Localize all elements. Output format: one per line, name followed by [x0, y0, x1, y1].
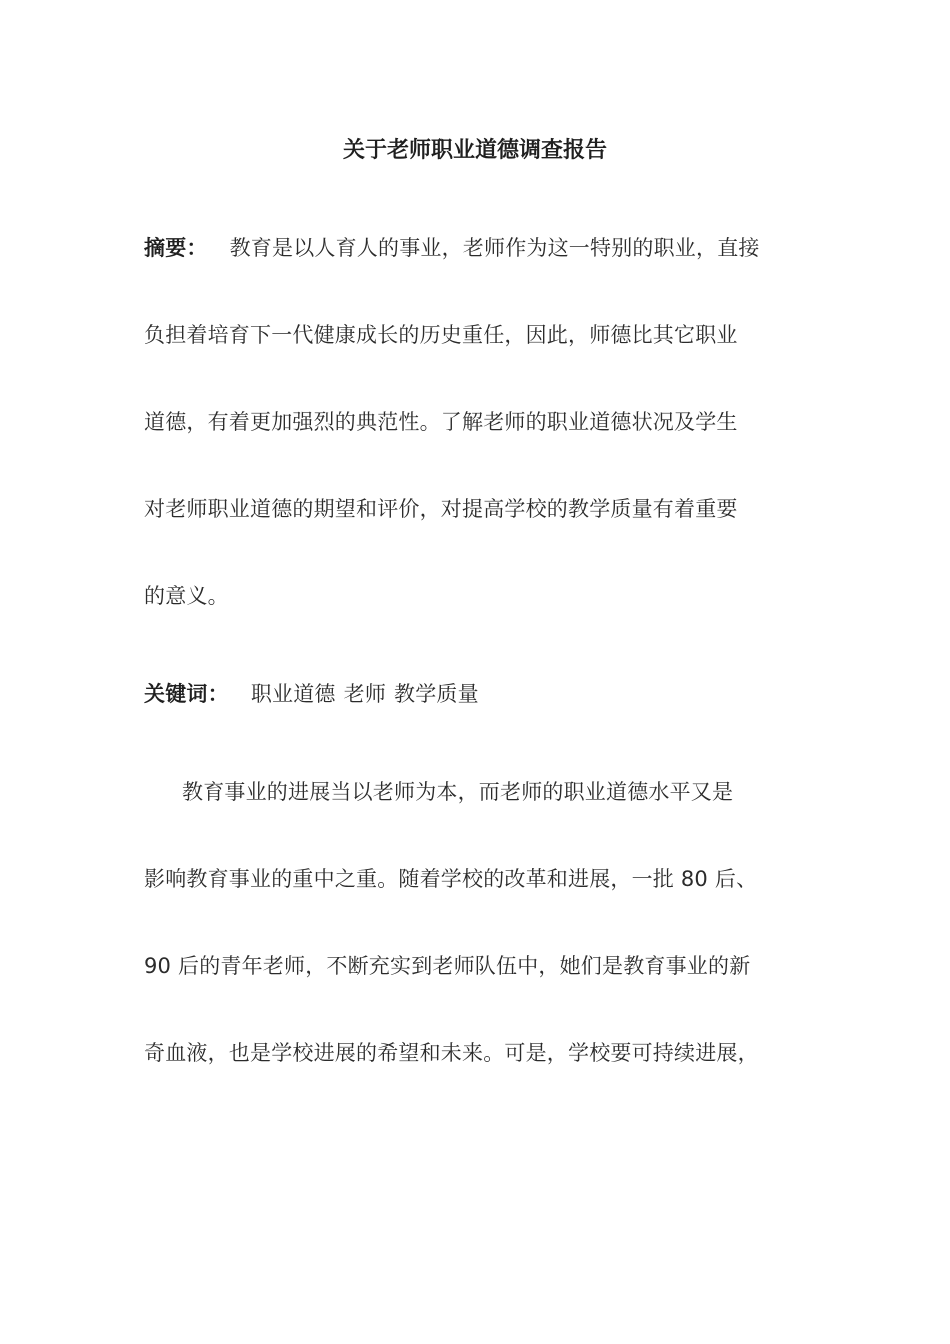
abstract-line: 道德，有着更加强烈的典范性。了解老师的职业道德状况及学生	[144, 410, 738, 434]
keyword-item: 职业道德	[250, 682, 336, 706]
abstract-text: 教育是以人育人的事业，老师作为这一特别的职业，直接	[229, 236, 760, 260]
paragraph-line: 90 后的青年老师，不断充实到老师队伍中，她们是教育事业的新	[144, 954, 751, 978]
paragraph-line: 影响教育事业的重中之重。随着学校的改革和进展，一批 80 后、	[144, 867, 758, 891]
document-title: 关于老师职业道德调查报告	[342, 138, 607, 163]
abstract-line: 的意义。	[144, 584, 229, 608]
abstract-line	[144, 205, 809, 292]
body-paragraph	[144, 749, 809, 1097]
keywords-section	[144, 651, 809, 738]
keyword-item: 教学质量	[394, 682, 479, 706]
abstract-section	[144, 205, 809, 640]
keyword-item: 老师	[343, 682, 387, 706]
keywords-label: 关键词：	[144, 682, 229, 706]
abstract-line: 对老师职业道德的期望和评价，对提高学校的教学质量有着重要	[144, 497, 738, 521]
abstract-line: 负担着培育下一代健康成长的历史重任，因此，师德比其它职业	[144, 323, 738, 347]
keywords-line	[144, 651, 809, 738]
abstract-label: 摘要：	[144, 236, 208, 260]
paragraph-text: 教育事业的进展当以老师为本，而老师的职业道德水平又是	[182, 780, 734, 804]
paragraph-line	[144, 749, 809, 836]
paragraph-line: 奇血液，也是学校进展的希望和未来。可是，学校要可持续进展，	[144, 1041, 759, 1065]
